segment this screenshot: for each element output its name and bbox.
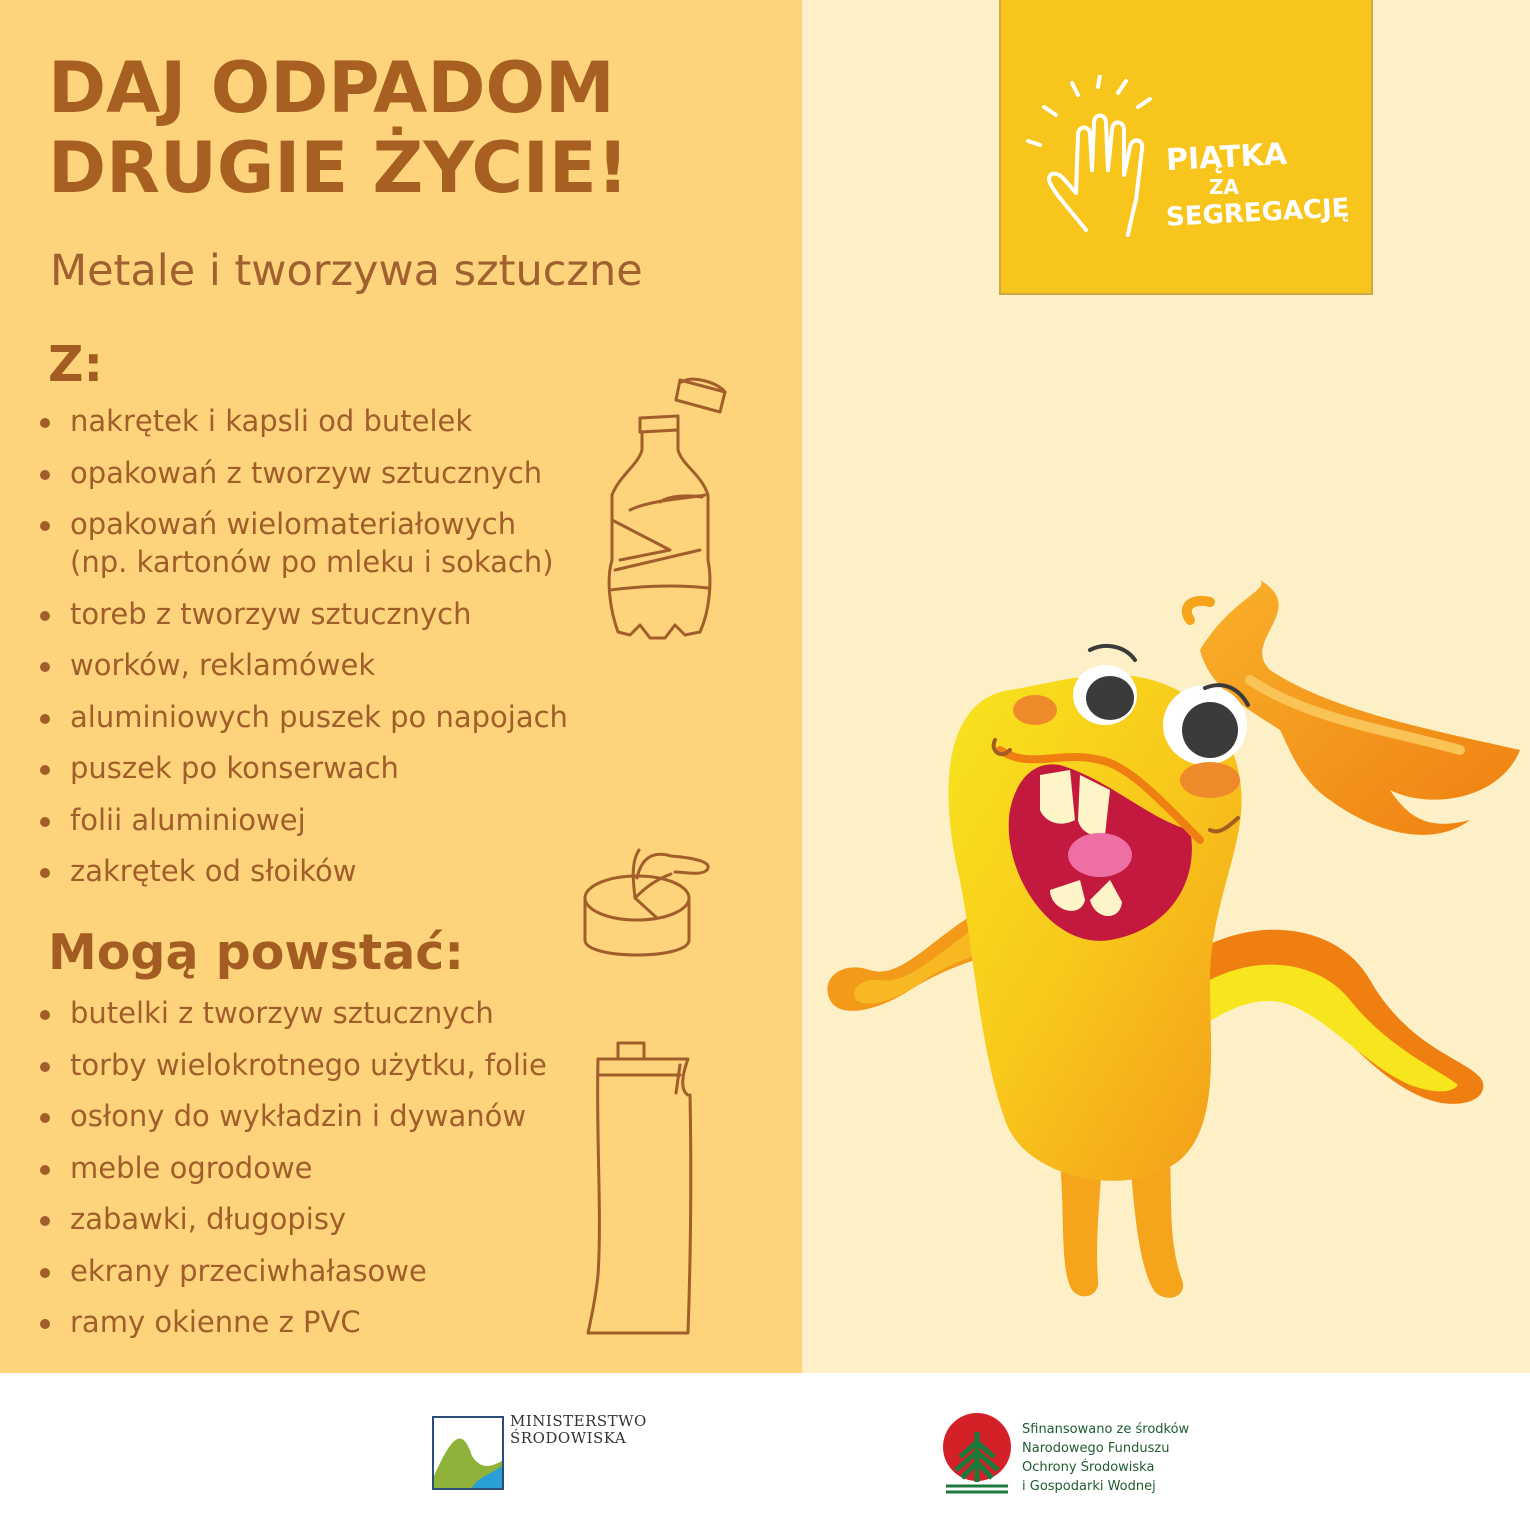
ministry-name — [510, 1413, 647, 1447]
list-item: zabawki, długopisy — [40, 1200, 547, 1238]
section-from-list — [40, 402, 568, 904]
raised-hand-icon — [1026, 75, 1166, 245]
logo-line-3: SEGREGACJĘ — [1165, 193, 1351, 233]
list-item: ramy okienne z PVC — [40, 1303, 547, 1341]
page-title — [48, 48, 629, 208]
list-item: aluminiowych puszek po napojach — [40, 698, 568, 736]
section-result-list — [40, 994, 547, 1355]
list-item-line-2: (np. kartonów po mleku i sokach) — [70, 545, 554, 579]
ministry-line-2: ŚRODOWISKA — [510, 1429, 627, 1447]
title-line-2: DRUGIE ŻYCIE! — [48, 127, 629, 209]
list-item-line-1: opakowań wielomateriałowych — [70, 507, 517, 541]
list-item: folii aluminiowej — [40, 801, 568, 839]
list-item: nakrętek i kapsli od butelek — [40, 402, 568, 440]
logo-line-2: ZA — [1209, 175, 1239, 199]
funding-note — [1022, 1420, 1189, 1496]
title-line-1: DAJ ODPADOM — [48, 47, 615, 129]
list-item: meble ogrodowe — [40, 1149, 547, 1187]
ministry-logo-icon — [432, 1416, 504, 1490]
section-from-heading: Z: — [48, 336, 104, 393]
mascot-illustration — [810, 580, 1528, 1330]
list-item: worków, reklamówek — [40, 646, 568, 684]
ministry-line-1: MINISTERSTWO — [510, 1412, 647, 1430]
list-item: opakowań z tworzyw sztucznych — [40, 454, 568, 492]
list-item — [40, 505, 568, 581]
list-item: osłony do wykładzin i dywanów — [40, 1097, 547, 1135]
funding-line-4: i Gospodarki Wodnej — [1022, 1479, 1156, 1494]
page-subtitle: Metale i tworzywa sztuczne — [50, 246, 643, 296]
funding-line-1: Sfinansowano ze środków — [1022, 1422, 1190, 1437]
can-icon — [575, 840, 720, 975]
list-item: torby wielokrotnego użytku, folie — [40, 1046, 547, 1084]
nfosigw-logo-icon — [942, 1412, 1012, 1494]
carton-icon — [580, 1035, 705, 1345]
list-item: zakrętek od słoików — [40, 852, 568, 890]
section-result-heading: Mogą powstać: — [48, 924, 464, 981]
campaign-logo — [999, 0, 1373, 295]
list-item: puszek po konserwach — [40, 749, 568, 787]
funding-line-3: Ochrony Środowiska — [1022, 1460, 1155, 1475]
list-item: toreb z tworzyw sztucznych — [40, 595, 568, 633]
list-item: butelki z tworzyw sztucznych — [40, 994, 547, 1032]
logo-line-1: PIĄTKA — [1165, 136, 1288, 179]
list-item: ekrany przeciwhałasowe — [40, 1252, 547, 1290]
funding-line-2: Narodowego Funduszu — [1022, 1441, 1170, 1456]
bottle-icon — [590, 370, 740, 650]
footer — [0, 1373, 1530, 1530]
